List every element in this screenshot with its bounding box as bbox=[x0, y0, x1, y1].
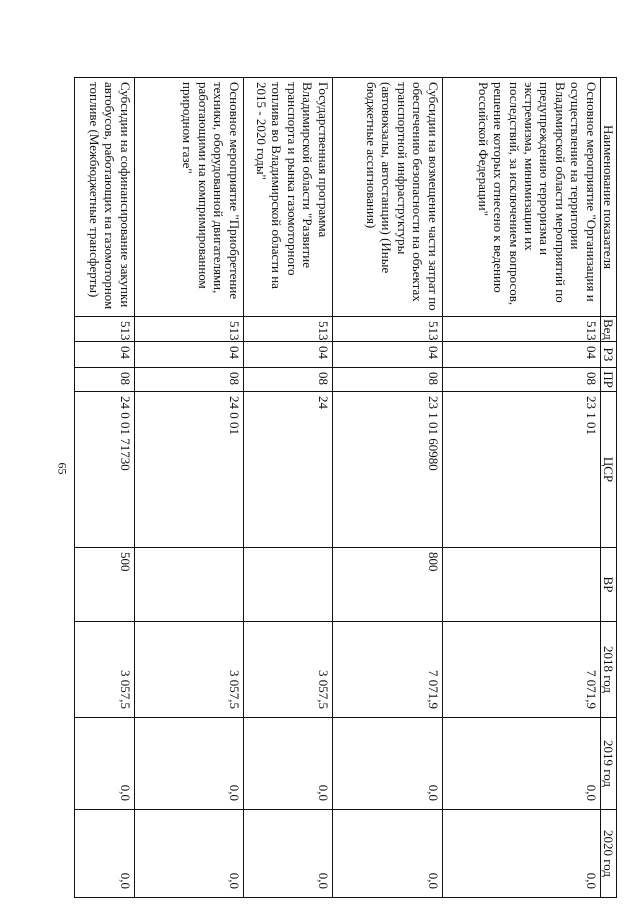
cell-name: Основное мероприятие "Приобретение техники, оборудованной двигателями, работающими на компримированном природном газе" bbox=[134, 78, 243, 317]
cell-vr bbox=[442, 548, 600, 622]
cell-csr: 24 0 01 71730 bbox=[74, 392, 134, 548]
header-2020: 2020 год bbox=[600, 810, 616, 898]
cell-name: Субсидии на софинансирование закупки автобусов, работающих на газомоторном топливе (Межбюджетные трансферты) bbox=[74, 78, 134, 317]
table-row bbox=[134, 78, 243, 898]
table-row bbox=[243, 78, 332, 898]
cell-rz: 04 bbox=[243, 342, 332, 368]
cell-2018: 3 057,5 bbox=[134, 622, 243, 718]
cell-ved: 513 bbox=[74, 317, 134, 342]
cell-ved: 513 bbox=[442, 317, 600, 342]
rotated-table-container bbox=[88, 77, 617, 897]
cell-rz: 04 bbox=[332, 342, 442, 368]
table-header-row bbox=[600, 78, 616, 898]
table-row bbox=[442, 78, 600, 898]
cell-vr bbox=[243, 548, 332, 622]
cell-2020: 0,0 bbox=[442, 810, 600, 898]
cell-2019: 0,0 bbox=[332, 718, 442, 810]
cell-rz: 04 bbox=[134, 342, 243, 368]
cell-rz: 04 bbox=[74, 342, 134, 368]
cell-csr: 24 bbox=[243, 392, 332, 548]
cell-pr: 08 bbox=[442, 368, 600, 392]
cell-2020: 0,0 bbox=[243, 810, 332, 898]
cell-name: Основное мероприятие "Организация и осуществление на территории Владимирской области мероприятий по предупреждению терроризма и экстремизма, минимизации их последствий, за исключением вопросов, решение которых отнесено к ведению Российской Федерации" bbox=[442, 78, 600, 317]
budget-table bbox=[74, 77, 617, 898]
header-pr: ПР bbox=[600, 368, 616, 392]
cell-name: Государственная программа Владимирской области "Развитие транспорта и рынка газомоторного топлива во Владимирской области на 2015 - 2020 годы" bbox=[243, 78, 332, 317]
cell-vr: 500 bbox=[74, 548, 134, 622]
cell-2018: 3 057,5 bbox=[243, 622, 332, 718]
cell-ved: 513 bbox=[243, 317, 332, 342]
cell-2019: 0,0 bbox=[243, 718, 332, 810]
cell-2020: 0,0 bbox=[74, 810, 134, 898]
cell-2019: 0,0 bbox=[74, 718, 134, 810]
cell-2020: 0,0 bbox=[134, 810, 243, 898]
page-number: 65 bbox=[55, 462, 70, 475]
table-row bbox=[74, 78, 134, 898]
cell-pr: 08 bbox=[74, 368, 134, 392]
cell-csr: 24 0 01 bbox=[134, 392, 243, 548]
cell-2018: 7 071,9 bbox=[332, 622, 442, 718]
table-body bbox=[74, 78, 600, 898]
header-csr: ЦСР bbox=[600, 392, 616, 548]
cell-rz: 04 bbox=[442, 342, 600, 368]
cell-csr: 23 1 01 60980 bbox=[332, 392, 442, 548]
cell-pr: 08 bbox=[332, 368, 442, 392]
header-2019: 2019 год bbox=[600, 718, 616, 810]
cell-ved: 513 bbox=[332, 317, 442, 342]
table-row bbox=[332, 78, 442, 898]
cell-2018: 3 057,5 bbox=[74, 622, 134, 718]
cell-2018: 7 071,9 bbox=[442, 622, 600, 718]
cell-2019: 0,0 bbox=[442, 718, 600, 810]
cell-name: Субсидии на возмещение части затрат по обеспечению безопасности на объектах транспортной инфраструктуры (автовокзалы, автостанции) (Иные бюджетные ассигнования) bbox=[332, 78, 442, 317]
header-rz: РЗ bbox=[600, 342, 616, 368]
cell-vr: 800 bbox=[332, 548, 442, 622]
cell-2019: 0,0 bbox=[134, 718, 243, 810]
cell-2020: 0,0 bbox=[332, 810, 442, 898]
cell-csr: 23 1 01 bbox=[442, 392, 600, 548]
cell-pr: 08 bbox=[134, 368, 243, 392]
header-vr: ВР bbox=[600, 548, 616, 622]
header-2018: 2018 год bbox=[600, 622, 616, 718]
cell-vr bbox=[134, 548, 243, 622]
header-ved: Вед bbox=[600, 317, 616, 342]
cell-ved: 513 bbox=[134, 317, 243, 342]
header-name: Наименование показателя bbox=[600, 78, 616, 317]
cell-pr: 08 bbox=[243, 368, 332, 392]
